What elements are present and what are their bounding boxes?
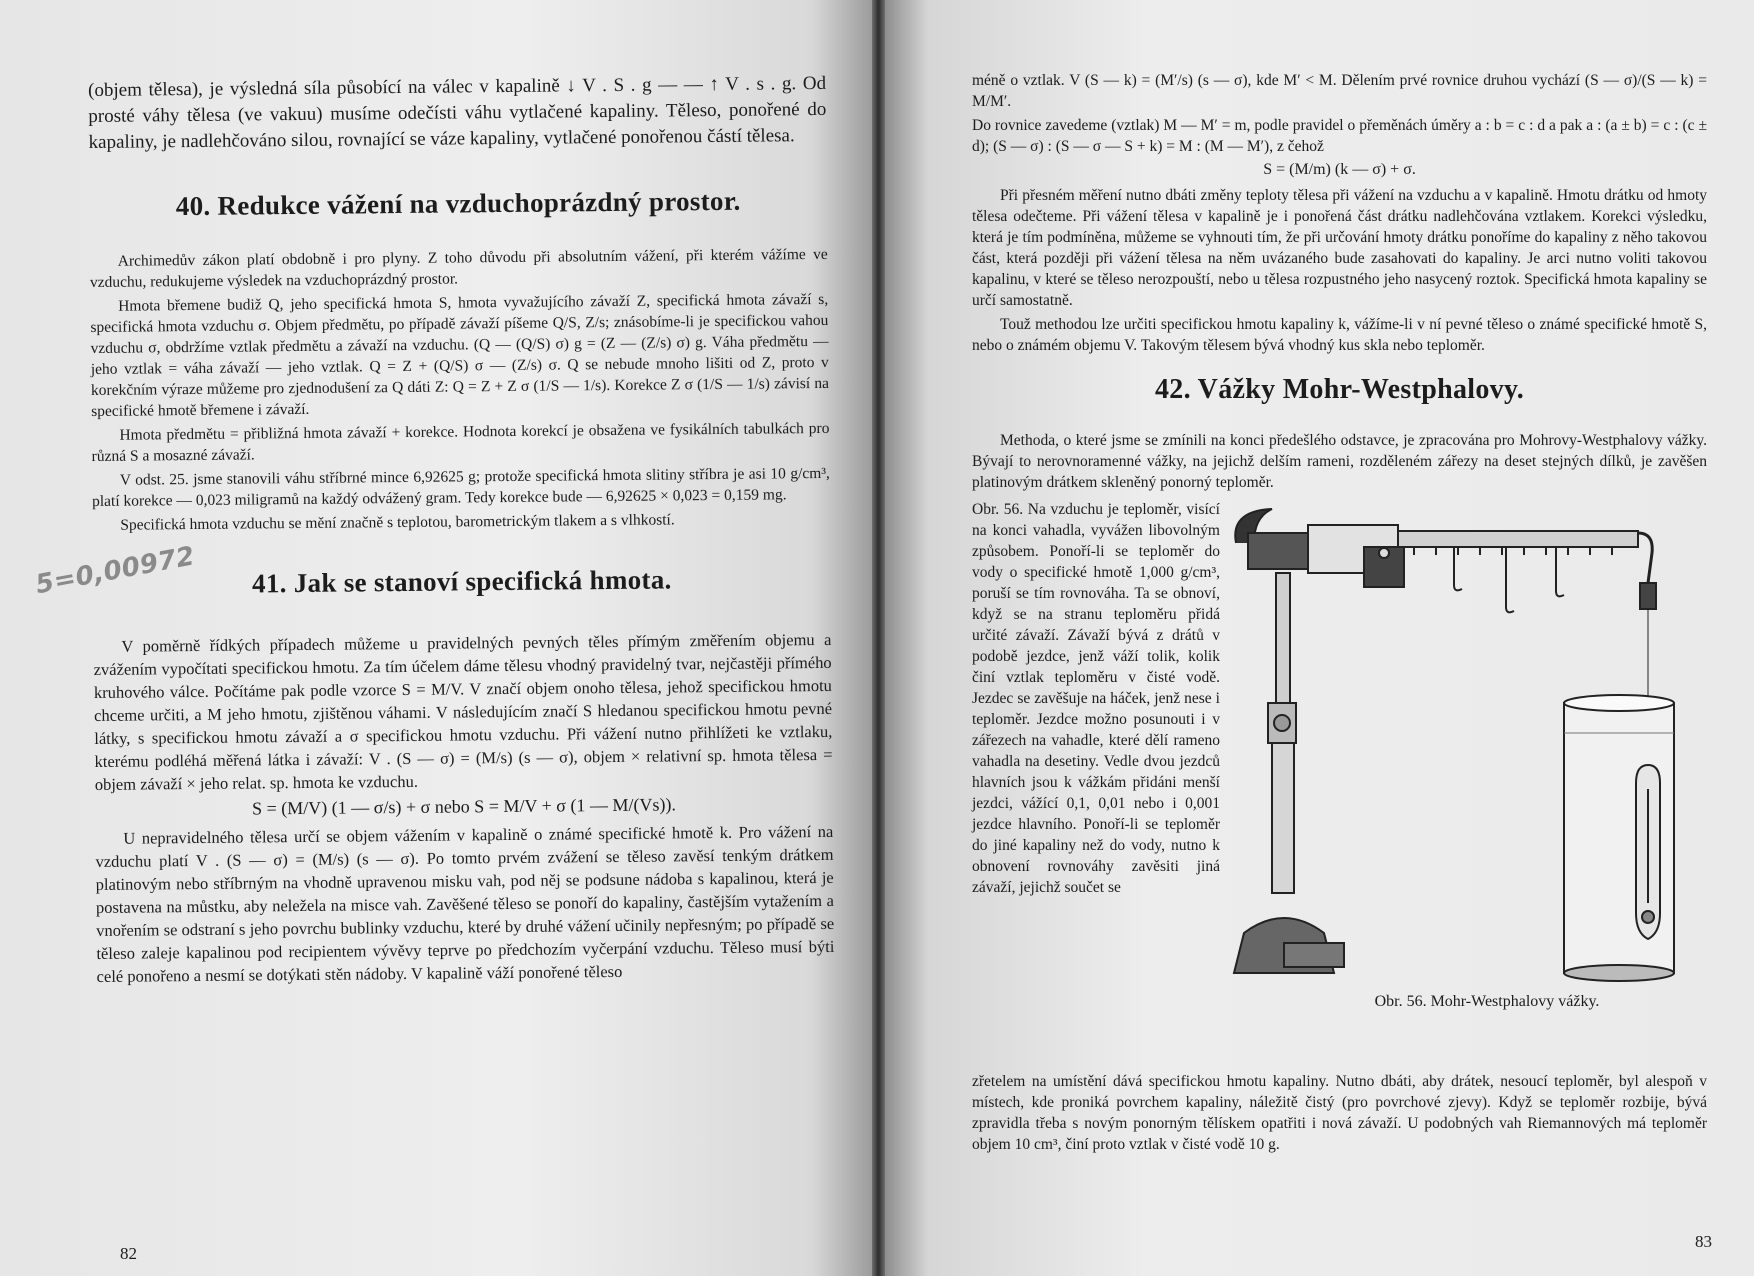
fulcrum-screw [1379, 548, 1389, 558]
end-weight [1640, 583, 1656, 609]
section-42-paragraph-2: Obr. 56. Na vzduchu je teploměr, visící na konci vahadla, vyvážen libovolným způsobem. Ponoří-li se teploměr do vody o specifické hmotě 1,000 g/cm³, poruší se tím rovnováha. Ta se obnoví, když se na stranu teploměru přidá určité závaží. Závaží bývá z drátů v podobě jezdce, jenž váží tolik, kolik činí vztlak teploměru v čisté vodě. Jezdec se zavěšuje na háček, jenž nese i teploměr. Jezdce možno posunouti i v zářezech na vahadle, které dělí rameno vahadla na desetiny. Vedle dvou jezdců hlavních jsou k vážkám přidáni menší jezdci, vážící 0,1, 0,01 nebo i 0,001 jezdce hlavního. Ponoří-li se teploměr do jiné kapaliny než do vody, nutno k obnovení rovnováhy zavěsiti jiná závaží, jejichž součet se [972, 501, 1220, 896]
section-42-paragraph-3: zřetelem na umístění dává specifickou hmotu kapaliny. Nutno dbáti, aby drátek, nesoucí teploměr, byl alespoň v místech, kde proniká povrchem kapaliny, náležitě čistý (pro povrchové zjevy). Když se teploměr rozbije, bývá zpravidla třeba s novým ponorným tělískem opatřiti i nová závaží. U podobných vah Riemannových má teploměr objem 10 cm³, činí proto vztlak v čisté vodě 10 g. [972, 1073, 1707, 1153]
book-gutter [872, 0, 885, 1276]
section-40-paragraph-5: Specifická hmota vzduchu se mění značně s teplotou, barometrickým tlakem a s vlhkostí. [120, 511, 675, 534]
right-intro-formula: S = (M/m) (k — σ) + σ. [1263, 161, 1416, 178]
cylinder-bottom [1564, 965, 1674, 981]
section-40-paragraph-4: V odst. 25. jsme stanovili váhu stříbrné mince 6,92625 g; protože specifická hmota slitiny stříbra je asi 10 g/cm³, platí korekce — 0,023 miligramů na každý odvážený gram. Tedy korekce bude — 6,92625 × 0,023 = 0,159 mg. [91, 464, 830, 510]
section-41-paragraph-2: U nepravidelného tělesa určí se objem vážením v kapalině o známé specifické hmotě k. Pro vážení na vzduchu platí V . (S — σ) = (M/s) (s — σ). Po tomto prvém zvážení se těleso zavěsí tenkým drátkem platinovým nebo stříbrným na vhodně upravenou misku vah, pod něj se podsune nádoba s kapalinou, která je postavena na můstku, aby neležela na misce vah. Zavěšené těleso se ponoří do kapaliny, častějším vytažením a vnořením se odstraní s jeho povrchu bublinky vzduchu, které by druhé vážení učinily nepřesným; po případě se těleso zaleje kapalinou pod recipientem vývěvy teprve po předchozím vyčerpání vzduchu. Těleso musí býti celé ponořeno a nesmí se dotýkati stěn nádoby. V kapalině váží ponořené těleso [95, 821, 835, 986]
section-41-paragraph-1: V poměrně řídkých případech můžeme u pravidelných pevných těles přímým změřením objemu a zvážením vypočítati specifickou hmotu. Za tím účelem dáme tělesu vhodný pravidelný tvar, nejčastěji přímého kruhového válce. Počítáme pak podle vzorce S = M/V. V značí objem onoho tělesa, jehož specifickou hmotu chceme určiti, a M jeho hmotu, zjištěnou váhami. V následujícím značí S hledanou specifickou hmotu pevné látky, s specifickou hmotu závaží a σ specifickou hmotu vzduchu. Při vážení nutno přihlížeti ke vztlaku, kterému podléhá měřená látka i závaží: V . (S — σ) = (M/s) (s — σ), objem × relativní sp. hmota tělesa = objem závaží × jeho relat. sp. hmota ke vzduchu. [93, 629, 833, 794]
right-intro-paragraph-3: Při přesném měření nutno dbáti změny teploty tělesa při vážení na vzduchu a v kapalině. Hmotu drátku od hmoty tělesa odečteme. Při vážení tělesa v kapalině je i ponořená část drátku nadlehčována vztlakem. Korekci výsledku, která je tím podmíněna, můžeme se vyhnouti tím, že při určování hmoty drátku ponoříme do kapaliny z něho takovou část, která později při vážení tělesa na něm uvázaného bude zasahovati do kapaliny. Je arci nutno voliti takovou kapalinu, v které se těleso nerozpouští, nebo u tělesa rozpustného jeho nasycený roztok. Specifická hmota kapaliny se určí samostatně. [972, 187, 1707, 309]
left-intro-paragraph: (objem tělesa), je výsledná síla působící na válec v kapalině ↓ V . S . g — — ↑ V . s . g. Od prosté váhy tělesa (ve vakuu) musíme odečísti váhu vytlačené kapaliny. Těleso, ponořené do kapaliny, je nadlehčováno silou, rovnající se váze kapaliny, vytlačené ponořenou částí tělesa. [88, 72, 827, 153]
clamp-screw [1274, 715, 1290, 731]
left-page [0, 0, 872, 1276]
figure-side-text [972, 499, 1220, 898]
section-42-heading: 42. Vážky Mohr-Westphalovy. [1154, 374, 1524, 405]
column-lower [1272, 743, 1294, 893]
balance-beam [1398, 531, 1638, 547]
beam-counterweight [1248, 533, 1308, 569]
pencil-annotation: 5=0,00972 [33, 541, 198, 601]
figure-caption: Obr. 56. Mohr-Westphalovy vážky. [1374, 993, 1600, 1010]
balance-drawing [1234, 509, 1674, 981]
left-text-column [33, 71, 835, 988]
section-40-paragraph-2: Hmota břemene budiž Q, jeho specifická hmota S, hmota vyvažujícího závaží Z, specifická hmota závaží s, specifická hmota vzduchu σ. Objem předmětu, po případě závaží píšeme Q/S, Z/s; znásobíme-li je specifickou vahou vzduchu σ, obdržíme vztlak předmětu a závaží na vzduchu. (Q — (Q/S) σ) g = (Z — (Z/s) σ) g. Váha předmětu — jeho vztlak = váha závaží — jeho vztlak. Q = Z + (Q/S) σ — (Z/s) σ. Q se nebude mnoho lišiti od Z, proto v korekčním výraze můžeme pro zjednodušení za Q dáti Z: Q = Z + Z σ (1/S — 1/s). Korekce Z σ (1/S — 1/s) závisí na specifické hmotě břemene i závaží. [90, 290, 830, 420]
right-intro-paragraph-4: Touž methodou lze určiti specifickou hmotu kapaliny k, vážíme-li v ní pevné těleso o známé specifické hmotě S, nebo o známém objemu V. Takovým tělesem bývá vhodný kus skla nebo teploměr. [972, 316, 1707, 354]
cylinder-rim [1564, 695, 1674, 711]
mohr-westphal-balance-illustration [1224, 503, 1694, 987]
section-40-paragraph-1: Archimedův zákon platí obdobně i pro plyny. Z toho důvodu při absolutním vážení, při kterém vážíme ve vzduchu, redukujeme výsledek na vzduchoprázdný prostor. [89, 245, 828, 291]
left-page-number: 82 [120, 1244, 137, 1263]
right-intro-paragraph-2: Do rovnice zavedeme (vztlak) M — M′ = m, podle pravidel o přeměnách úměry a : b = c : d a pak a : (a ± b) = c : (c ± d); (S — σ) : (S — σ — S + k) = M : (M — M′), z čehož [972, 117, 1707, 155]
section-40-paragraph-3: Hmota předmětu = přibližná hmota závaží + korekce. Hodnota korekcí je obsažena ve fysikálních tabulkách pro různá S a mosazné závaží. [91, 419, 830, 465]
end-hook [1638, 533, 1652, 583]
section-41-formula: S = (M/V) (1 — σ/s) + σ nebo S = M/V + σ (1 — M/(Vs)). [251, 794, 677, 819]
section-41-heading [33, 541, 831, 601]
right-intro-paragraph-1: méně o vztlak. V (S — k) = (M′/s) (s — σ), kde M′ < M. Dělením prvé rovnice druhou vychází (S — σ)/(S — k) = M/M′. [972, 72, 1707, 110]
rider-hook-3 [1556, 547, 1564, 596]
thermometer-bulb [1642, 911, 1654, 923]
section-41-heading-text: 41. Jak se stanoví specifická hmota. [251, 564, 672, 599]
section-42-paragraph-1: Methoda, o které jsme se zmínili na konci předešlého odstavce, je zpracována pro Mohrovy-Westphalovy vážky. Bývají to nerovnoramenné vážky, na jejichž delším rameni, rozděleném zářezy na deset stejných dílků, je zavěšen platinovým drátkem skleněný ponorný teploměr. [972, 432, 1707, 491]
right-page-number: 83 [1695, 1232, 1712, 1251]
section-40-heading: 40. Redukce vážení na vzduchoprázdný prostor. [175, 185, 741, 222]
figure-56-area [972, 499, 1707, 1071]
right-text-column [972, 70, 1707, 1155]
rider-hook-2 [1506, 547, 1514, 612]
right-page [885, 0, 1754, 1276]
leveling-screw [1284, 943, 1344, 967]
